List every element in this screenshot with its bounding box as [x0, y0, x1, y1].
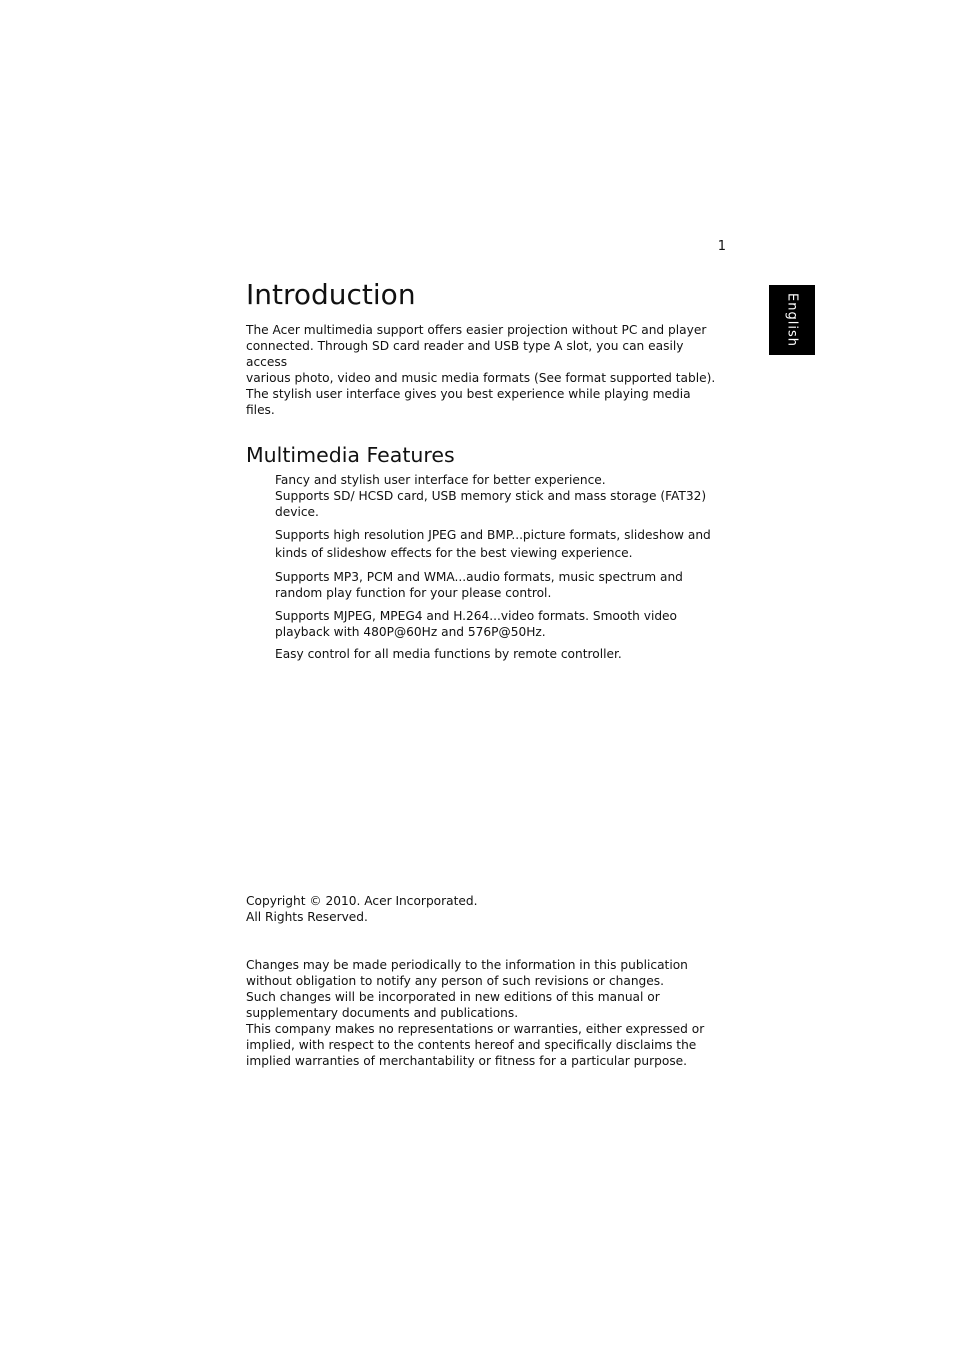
- copyright-section: [246, 893, 718, 1069]
- intro-line: The Acer multimedia support offers easier projection without PC and player: [246, 323, 707, 337]
- feature-item: [275, 472, 718, 488]
- feature-line: Supports SD/ HCSD card, USB memory stick and mass storage (FAT32): [275, 489, 707, 503]
- feature-line: random play function for your please control.: [275, 586, 552, 600]
- disclaimer-line: without obligation to notify any person of such revisions or changes.: [246, 974, 665, 988]
- intro-line: The stylish user interface gives you best experience while playing media files.: [246, 387, 691, 417]
- feature-item: [275, 608, 718, 640]
- feature-line: kinds of slideshow effects for the best viewing experience.: [275, 546, 633, 560]
- feature-line: Easy control for all media functions by remote controller.: [275, 647, 622, 661]
- feature-line: playback with 480P@60Hz and 576P@50Hz.: [275, 625, 546, 639]
- feature-line: Supports MP3, PCM and WMA...audio formats, music spectrum and: [275, 570, 683, 584]
- copyright-line: Copyright © 2010. Acer Incorporated.: [246, 894, 478, 908]
- language-tab: [769, 285, 815, 355]
- feature-item: [275, 646, 718, 662]
- feature-line: Supports MJPEG, MPEG4 and H.264...video formats. Smooth video: [275, 609, 678, 623]
- feature-item: [275, 488, 718, 520]
- features-list: [275, 472, 718, 662]
- feature-line: Supports high resolution JPEG and BMP...picture formats, slideshow and: [275, 528, 711, 542]
- disclaimer-line: Such changes will be incorporated in new editions of this manual or: [246, 990, 660, 1004]
- disclaimer-line: This company makes no representations or warranties, either expressed or: [246, 1022, 705, 1036]
- main-content: [246, 278, 718, 662]
- introduction-title: Introduction: [246, 278, 416, 311]
- features-title: Multimedia Features: [246, 443, 455, 467]
- copyright-notice: [246, 893, 718, 925]
- intro-line: various photo, video and music media formats (See format supported table).: [246, 371, 716, 385]
- disclaimer-line: implied, with respect to the contents hereof and specifically disclaims the: [246, 1038, 697, 1052]
- language-tab-label: English: [784, 293, 800, 347]
- feature-item: [275, 569, 718, 601]
- feature-line: device.: [275, 505, 319, 519]
- disclaimer-line: supplementary documents and publications.: [246, 1006, 519, 1020]
- page-number: 1: [717, 239, 726, 254]
- feature-item: [275, 526, 718, 562]
- disclaimer-notice: [246, 957, 718, 1069]
- intro-line: connected. Through SD card reader and USB type A slot, you can easily access: [246, 339, 684, 369]
- disclaimer-line: implied warranties of merchantability or fitness for a particular purpose.: [246, 1054, 688, 1068]
- introduction-paragraph: [246, 322, 718, 418]
- disclaimer-line: Changes may be made periodically to the information in this publication: [246, 958, 688, 972]
- feature-line: Fancy and stylish user interface for better experience.: [275, 473, 606, 487]
- copyright-line: All Rights Reserved.: [246, 910, 368, 924]
